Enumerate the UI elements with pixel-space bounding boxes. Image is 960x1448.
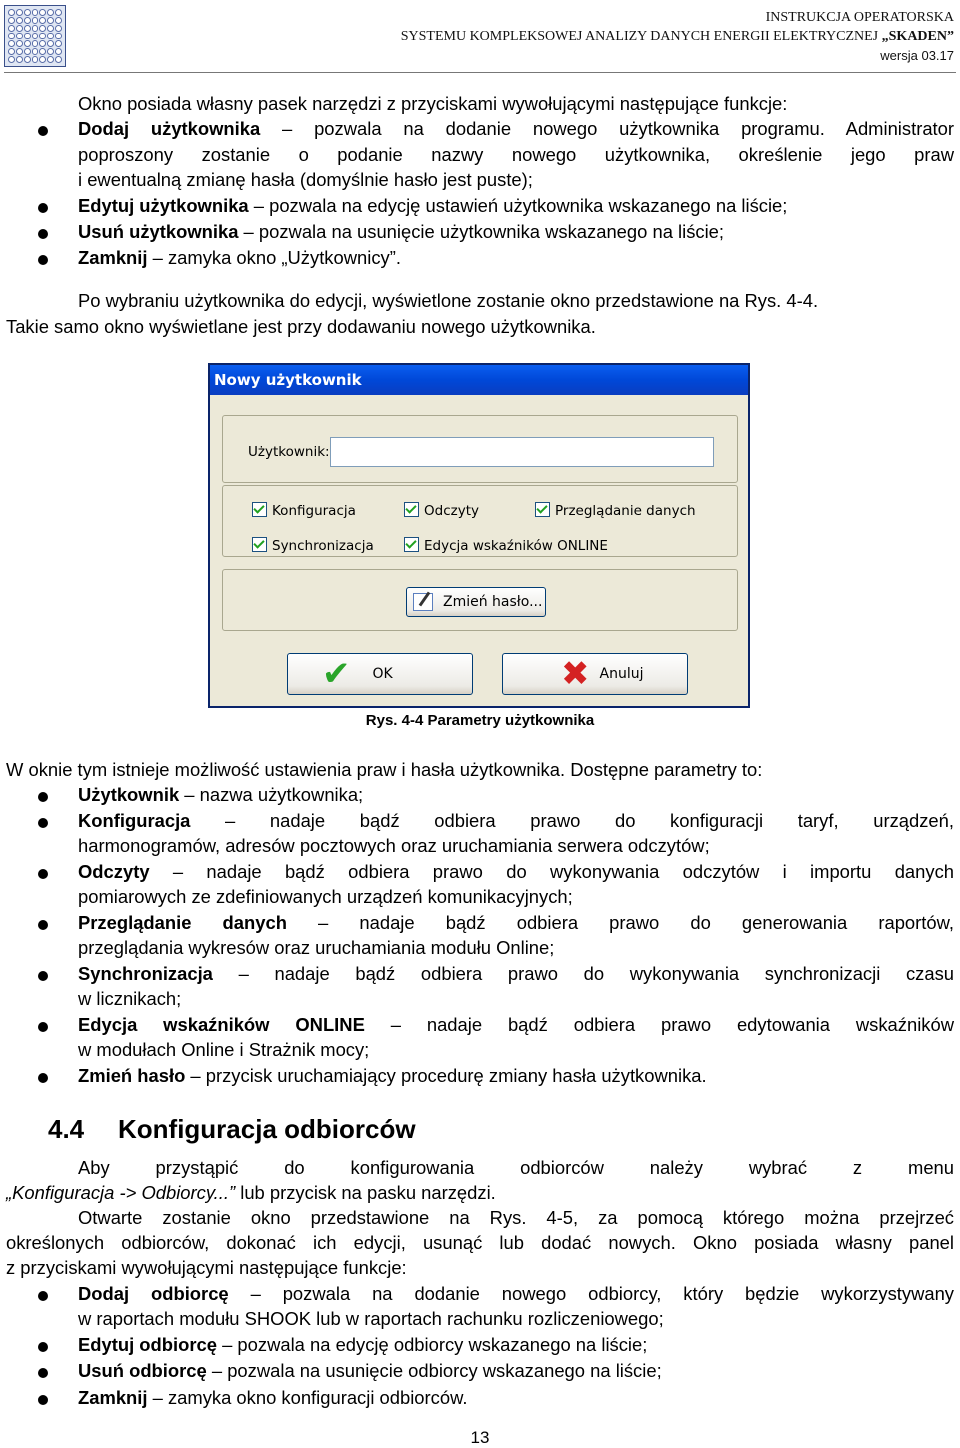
- bullet: [38, 971, 48, 981]
- list-item: Usuń użytkownika – pozwala na usunięcie użytkownika wskazanego na liście;: [78, 221, 725, 242]
- list-item: Edytuj odbiorcę – pozwala na edycję odbiorcy wskazanego na liście;: [78, 1334, 648, 1355]
- header-divider: [4, 72, 956, 73]
- bullet: [38, 869, 48, 879]
- bullet: [38, 255, 48, 265]
- list-item: Dodaj użytkownika – pozwala na dodanie nowego użytkownika programu. Administrator: [78, 118, 955, 139]
- paragraph: Po wybraniu użytkownika do edycji, wyświetlone zostanie okno przedstawione na Rys. 4-4.: [78, 290, 819, 311]
- dialog-title: Nowy użytkownik: [210, 365, 748, 395]
- paragraph: „Konfiguracja -> Odbiorcy...” lub przycisk na pasku narzędzi.: [6, 1182, 496, 1203]
- paragraph: W oknie tym istnieje możliwość ustawienia praw i hasła użytkownika. Dostępne parametry to:: [6, 759, 763, 780]
- bullet: [38, 1395, 48, 1405]
- checkbox-checked-icon: [404, 537, 419, 552]
- list-item: Użytkownik – nazwa użytkownika;: [78, 784, 364, 805]
- list-item: Konfiguracja – nadaje bądź odbiera prawo do konfiguracji taryf, urządzeń,: [78, 810, 954, 831]
- checkbox-checked-icon: [404, 502, 419, 517]
- bullet: [38, 1073, 48, 1083]
- paragraph: Aby przystąpić do konfigurowania odbiorców należy wybrać z menu: [78, 1157, 954, 1178]
- check-icon: ✔: [322, 654, 351, 694]
- bullet: [38, 1291, 48, 1301]
- user-label: Użytkownik:: [248, 444, 330, 460]
- list-item: Dodaj odbiorcę – pozwala na dodanie nowego odbiorcy, który będzie wykorzystywany: [78, 1283, 954, 1304]
- list-item: Synchronizacja – nadaje bądź odbiera prawo do wykonywania synchronizacji czasu: [78, 963, 954, 984]
- list-item-cont: w modułach Online i Strażnik mocy;: [78, 1039, 370, 1060]
- bullet: [38, 203, 48, 213]
- header-line1: INSTRUKCJA OPERATORSKA: [765, 10, 954, 25]
- section-heading: 4.4 Konfiguracja odbiorców: [48, 1114, 416, 1144]
- paragraph: Otwarte zostanie okno przedstawione na Rys. 4-5, za pomocą którego można przejrzeć: [78, 1207, 954, 1228]
- paragraph: Takie samo okno wyświetlane jest przy dodawaniu nowego użytkownika.: [6, 316, 596, 337]
- bullet: [38, 1368, 48, 1378]
- bullet: [38, 818, 48, 828]
- page-header: [401, 8, 954, 65]
- paragraph: z przyciskami wywołującymi następujące funkcje:: [6, 1257, 407, 1278]
- bullet: [38, 792, 48, 802]
- bullet: [38, 1022, 48, 1032]
- header-version: wersja 03.17: [880, 48, 954, 63]
- list-item: Zamknij – zamyka okno „Użytkownicy”.: [78, 247, 401, 268]
- checkbox-synchronizacja[interactable]: Synchronizacja: [252, 537, 374, 554]
- checkbox-checked-icon: [535, 502, 550, 517]
- list-item: Edycja wskaźników ONLINE – nadaje bądź odbiera prawo edytowania wskaźników: [78, 1014, 954, 1035]
- list-item-cont: i ewentualną zmianę hasła (domyślnie hasło jest puste);: [78, 169, 533, 190]
- user-name-input[interactable]: [330, 437, 714, 467]
- bullet: [38, 126, 48, 136]
- page-number: 13: [470, 1428, 490, 1447]
- paragraph: określonych odbiorców, dokonać ich edycji, usunąć lub dodać nowych. Okno posiada własny panel: [6, 1232, 954, 1253]
- checkbox-checked-icon: [252, 502, 267, 517]
- list-item: Przeglądanie danych – nadaje bądź odbiera prawo do generowania raportów,: [78, 912, 954, 933]
- ok-button[interactable]: ✔ OK: [287, 653, 473, 695]
- notepad-pencil-icon: [413, 593, 433, 611]
- figure-caption: Rys. 4-4 Parametry użytkownika: [365, 712, 595, 729]
- list-item-cont: w licznikach;: [78, 988, 182, 1009]
- checkbox-konfiguracja[interactable]: Konfiguracja: [252, 502, 356, 519]
- bullet: [38, 920, 48, 930]
- new-user-dialog: [208, 363, 750, 708]
- checkbox-odczyty[interactable]: Odczyty: [404, 502, 479, 519]
- cancel-button[interactable]: ✖ Anuluj: [502, 653, 688, 695]
- checkbox-checked-icon: [252, 537, 267, 552]
- header-line2: SYSTEMU KOMPLEKSOWEJ ANALIZY DANYCH ENERGII ELEKTRYCZNEJ „SKADEN”: [400, 29, 954, 44]
- list-item: Zmień hasło – przycisk uruchamiający procedurę zmiany hasła użytkownika.: [78, 1065, 707, 1086]
- list-item: Usuń odbiorcę – pozwala na usunięcie odbiorcy wskazanego na liście;: [78, 1360, 662, 1381]
- checkbox-edycja-online[interactable]: Edycja wskaźników ONLINE: [404, 537, 608, 554]
- change-password-button[interactable]: Zmień hasło...: [406, 587, 546, 617]
- list-item: Edytuj użytkownika – pozwala na edycję ustawień użytkownika wskazanego na liście;: [78, 195, 788, 216]
- list-item: Zamknij – zamyka okno konfiguracji odbiorców.: [78, 1387, 468, 1408]
- company-logo: [4, 5, 66, 67]
- intro-text: Okno posiada własny pasek narzędzi z przyciskami wywołującymi następujące funkcje:: [78, 93, 788, 114]
- bullet: [38, 229, 48, 239]
- list-item-cont: w raportach modułu SHOOK lub w raportach rachunku rozliczeniowego;: [78, 1308, 664, 1329]
- list-item: Odczyty – nadaje bądź odbiera prawo do wykonywania odczytów i importu danych: [78, 861, 954, 882]
- list-item-cont: pomiarowych ze zdefiniowanych urządzeń komunikacyjnych;: [78, 886, 573, 907]
- checkbox-przegladanie[interactable]: Przeglądanie danych: [535, 502, 696, 519]
- bullet: [38, 1342, 48, 1352]
- list-item-cont: przeglądania wykresów oraz uruchamiania modułu Online;: [78, 937, 555, 958]
- list-item-cont: poproszony zostanie o podanie nazwy nowego użytkownika, określenie jego praw: [78, 144, 954, 165]
- cross-icon: ✖: [561, 654, 590, 694]
- list-item-cont: harmonogramów, adresów pocztowych oraz uruchamiania serwera odczytów;: [78, 835, 710, 856]
